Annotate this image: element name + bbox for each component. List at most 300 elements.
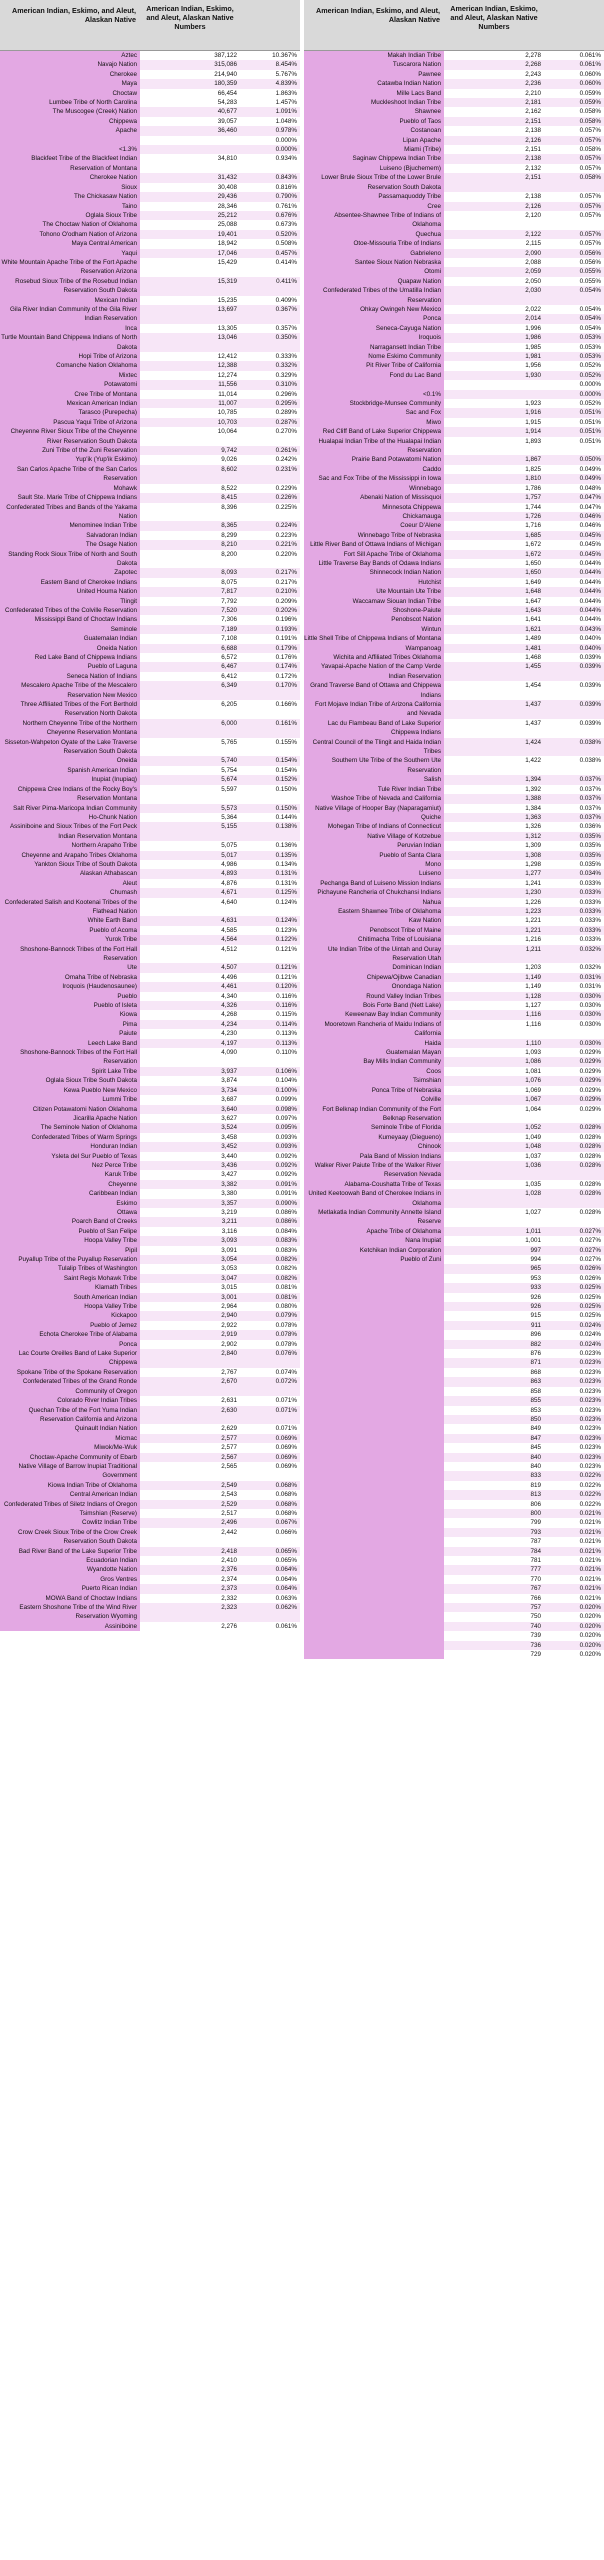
- table-row: [0, 1208, 300, 1217]
- cell-pct: 0.020%: [544, 1641, 604, 1650]
- cell-count: 2,126: [444, 202, 544, 211]
- cell-name: Yup'ik (Yup'ik Eskimo): [0, 455, 140, 464]
- table-row: [0, 1189, 300, 1198]
- table-row: [0, 1490, 300, 1499]
- cell-count: 1,621: [444, 625, 544, 634]
- cell-count: 813: [444, 1490, 544, 1499]
- cell-name: Aleut: [0, 879, 140, 888]
- table-row: [304, 1330, 604, 1339]
- cell-pct: 0.816%: [275, 183, 297, 191]
- cell-name: [304, 1565, 444, 1574]
- cell-pct: 0.026%: [544, 1264, 604, 1273]
- cell-pct: 0.092%: [275, 1152, 297, 1160]
- cell-pct: 0.790%: [240, 192, 300, 201]
- cell-count: 1,981: [444, 352, 544, 361]
- table-row: [304, 785, 604, 794]
- cell-count: 3,054: [140, 1255, 240, 1264]
- cell-pct: 0.031%: [579, 983, 601, 991]
- cell-name: Confederated Tribes of the Colville Reservation: [0, 606, 140, 615]
- cell-pct: 0.053%: [544, 352, 604, 361]
- cell-pct: 0.051%: [579, 437, 601, 445]
- cell-count: 19,401: [140, 230, 240, 239]
- table-row: [304, 935, 604, 944]
- cell-pct: 1.863%: [275, 89, 297, 97]
- table-row: [304, 653, 604, 662]
- cell-name: Pueblo of Zuni: [304, 1255, 444, 1264]
- table-row: [304, 1377, 604, 1386]
- cell-pct: 0.110%: [276, 1049, 297, 1057]
- cell-count: 1,221: [525, 917, 541, 925]
- cell-name: Central Council of the Tlingit and Haida Indian Tribes: [304, 738, 444, 757]
- cell-name: Tarasco (Purepecha): [0, 408, 140, 417]
- cell-count: 1,914: [444, 427, 544, 436]
- table-row: [0, 606, 300, 615]
- cell-name: Standing Rock Sioux Tribe of North and South Dakota: [0, 550, 140, 569]
- cell-name: Confederated Tribes of the Umatilla Indian Reservation: [304, 286, 444, 305]
- table-row: [0, 455, 300, 464]
- cell-pct: 0.068%: [240, 1481, 300, 1490]
- cell-name: Tule River Indian Tribe: [304, 785, 444, 794]
- cell-count: 34,810: [217, 155, 237, 163]
- cell-pct: 0.176%: [275, 654, 297, 661]
- cell-count: 4,090: [221, 1049, 237, 1057]
- cell-pct: 0.210%: [240, 587, 300, 596]
- cell-count: 858: [530, 1387, 541, 1395]
- cell-name: Pawnee: [304, 70, 444, 79]
- cell-name: Ecuadorian Indian: [0, 1556, 140, 1565]
- right-header-count: American Indian, Eskimo, and Aleut, Alaskan Native Numbers: [450, 4, 538, 31]
- cell-name: [304, 1509, 444, 1518]
- cell-count: 4,671: [140, 888, 240, 897]
- cell-name: Salt River Pima-Maricopa Indian Community: [0, 804, 140, 813]
- cell-pct: 0.083%: [240, 1236, 300, 1245]
- cell-pct: 0.409%: [275, 296, 297, 304]
- table-row: [304, 164, 604, 173]
- cell-pct: 0.022%: [579, 1481, 601, 1489]
- cell-name: San Carlos Apache Tribe of the San Carlos Reservation: [0, 465, 140, 484]
- cell-count: [140, 145, 240, 154]
- cell-pct: 0.978%: [240, 126, 300, 135]
- cell-pct: 0.166%: [275, 701, 297, 709]
- table-row: [304, 597, 604, 606]
- cell-name: Fort Sill Apache Tribe of Oklahoma: [304, 550, 444, 559]
- cell-name: Kiowa Indian Tribe of Oklahoma: [0, 1481, 140, 1490]
- cell-pct: 0.242%: [275, 456, 297, 464]
- cell-count: 1,643: [444, 606, 544, 615]
- table-row: [304, 615, 604, 624]
- cell-name: Pueblo of Jemez: [0, 1321, 140, 1330]
- cell-name: Mille Lacs Band: [304, 89, 444, 98]
- cell-count: 1,049: [525, 1133, 541, 1141]
- cell-name: Honduran Indian: [0, 1142, 140, 1151]
- cell-pct: 0.037%: [544, 775, 604, 784]
- cell-count: 1,216: [525, 936, 541, 944]
- cell-name: Muckleshoot Indian Tribe: [304, 98, 444, 107]
- cell-count: 2,577: [140, 1434, 240, 1443]
- table-row: [304, 239, 604, 248]
- cell-pct: 0.172%: [275, 672, 297, 680]
- cell-name: Caribbean Indian: [0, 1189, 140, 1198]
- cell-pct: 0.021%: [579, 1557, 601, 1564]
- cell-name: Oneida: [0, 756, 140, 765]
- cell-name: Ho-Chunk Nation: [0, 813, 140, 822]
- cell-count: 855: [444, 1396, 544, 1405]
- table-row: [304, 832, 604, 841]
- cell-pct: 0.033%: [544, 888, 604, 897]
- cell-pct: 0.020%: [544, 1622, 604, 1631]
- cell-count: 2,577: [221, 1444, 237, 1452]
- cell-count: 1,308: [444, 851, 544, 860]
- cell-name: Ute: [0, 963, 140, 972]
- cell-name: Santee Sioux Nation Nebraska: [304, 258, 444, 267]
- cell-name: Dominican Indian: [304, 963, 444, 972]
- cell-pct: 0.150%: [240, 804, 300, 813]
- cell-name: Seminole Tribe of Florida: [304, 1123, 444, 1132]
- cell-name: Winnebago Tribe of Nebraska: [304, 531, 444, 540]
- cell-count: 8,415: [140, 493, 240, 502]
- cell-name: The Muscogee (Creek) Nation: [0, 107, 140, 116]
- cell-count: 2,517: [221, 1509, 237, 1517]
- cell-pct: 0.055%: [579, 277, 601, 285]
- table-row: [304, 879, 604, 888]
- cell-count: 2,964: [221, 1303, 237, 1311]
- cell-name: Walker River Paiute Tribe of the Walker River Reservation Nevada: [304, 1161, 444, 1180]
- cell-pct: 0.062%: [240, 1603, 300, 1622]
- cell-pct: 0.350%: [240, 333, 300, 352]
- cell-count: 2,631: [221, 1397, 237, 1405]
- table-row: [304, 851, 604, 860]
- cell-pct: 0.037%: [544, 794, 604, 803]
- table-row: [304, 474, 604, 483]
- cell-pct: 0.520%: [240, 230, 300, 239]
- cell-pct: 0.029%: [579, 1086, 601, 1094]
- cell-pct: 4.839%: [240, 79, 300, 88]
- cell-count: 2,922: [221, 1321, 237, 1329]
- cell-name: Mexican Indian: [0, 296, 140, 305]
- table-row: [304, 390, 604, 399]
- table-row: [304, 1481, 604, 1490]
- cell-count: 12,274: [217, 371, 237, 379]
- table-row: [0, 1236, 300, 1245]
- cell-name: [304, 1603, 444, 1612]
- table-row: [0, 258, 300, 277]
- cell-pct: 0.329%: [275, 371, 297, 379]
- table-row: [304, 1227, 604, 1236]
- cell-pct: 1.091%: [240, 107, 300, 116]
- left-header-count: American Indian, Eskimo, and Aleut, Alaskan Native Numbers: [146, 4, 234, 31]
- cell-count: 1,757: [444, 493, 544, 502]
- cell-pct: 0.047%: [544, 493, 604, 502]
- cell-count: 3,458: [221, 1133, 237, 1141]
- table-row: [304, 380, 604, 389]
- table-row: [304, 644, 604, 653]
- cell-pct: 0.023%: [579, 1425, 601, 1433]
- cell-name: Leech Lake Band: [0, 1039, 140, 1048]
- table-row: [0, 1010, 300, 1019]
- table-row: [304, 211, 604, 230]
- table-row: [0, 371, 300, 380]
- table-row: [304, 1462, 604, 1471]
- table-row: [304, 1556, 604, 1565]
- cell-name: [304, 1641, 444, 1650]
- cell-pct: 0.161%: [240, 719, 300, 738]
- cell-count: 3,640: [140, 1105, 240, 1114]
- cell-pct: 0.022%: [579, 1500, 601, 1508]
- table-row: [304, 1086, 604, 1095]
- table-row: [0, 681, 300, 700]
- cell-count: 2,022: [525, 305, 541, 313]
- table-row: [0, 1001, 300, 1010]
- cell-name: Oneida Nation: [0, 644, 140, 653]
- cell-count: 3,015: [221, 1284, 237, 1292]
- cell-pct: 0.056%: [544, 249, 604, 258]
- cell-name: Chippewa Cree Indians of the Rocky Boy's Reservation Montana: [0, 785, 140, 804]
- table-row: [304, 926, 604, 935]
- cell-name: Crow Creek Sioux Tribe of the Crow Creek Reservation South Dakota: [0, 1528, 140, 1547]
- cell-name: Jicarilla Apache Nation: [0, 1114, 140, 1123]
- cell-count: 997: [444, 1246, 544, 1255]
- cell-pct: 0.155%: [275, 738, 297, 746]
- table-row: [304, 1189, 604, 1208]
- table-row: [304, 1396, 604, 1405]
- cell-pct: 0.217%: [275, 578, 297, 586]
- cell-pct: 0.136%: [275, 842, 297, 850]
- cell-pct: 0.054%: [579, 305, 601, 313]
- table-row: [304, 333, 604, 342]
- cell-pct: 0.057%: [579, 127, 601, 135]
- cell-pct: 0.193%: [240, 625, 300, 634]
- table-row: [0, 1603, 300, 1622]
- cell-count: 2,181: [444, 98, 544, 107]
- table-row: [304, 465, 604, 474]
- cell-count: 8,200: [221, 550, 237, 558]
- cell-name: Lummi Tribe: [0, 1095, 140, 1104]
- cell-pct: 0.028%: [544, 1161, 604, 1180]
- cell-pct: 0.039%: [544, 700, 604, 719]
- cell-count: 4,507: [140, 963, 240, 972]
- table-row: [304, 1161, 604, 1180]
- cell-pct: 0.023%: [579, 1368, 601, 1376]
- cell-name: Cheyenne and Arapaho Tribes Oklahoma: [0, 851, 140, 860]
- cell-count: 7,108: [221, 635, 237, 643]
- cell-count: 7,189: [140, 625, 240, 634]
- cell-name: [304, 1424, 444, 1433]
- table-row: [0, 1481, 300, 1490]
- table-row: [0, 296, 300, 305]
- cell-count: 1,081: [525, 1067, 541, 1075]
- table-row: [0, 1264, 300, 1273]
- table-row: [304, 1500, 604, 1509]
- cell-count: 1,650: [444, 568, 544, 577]
- cell-pct: 0.068%: [275, 1491, 297, 1499]
- cell-name: [304, 1415, 444, 1424]
- cell-count: 28,346: [217, 202, 237, 210]
- cell-count: 3,382: [140, 1180, 240, 1189]
- cell-pct: 0.093%: [275, 1133, 297, 1141]
- cell-name: Shoshone-Bannock Tribes of the Fort Hall Reservation: [0, 1048, 140, 1067]
- cell-count: 2,410: [221, 1557, 237, 1564]
- cell-count: 4,585: [221, 926, 237, 934]
- table-row: [304, 136, 604, 145]
- cell-count: 1,241: [525, 879, 541, 887]
- cell-name: Chitimacha Tribe of Louisiana: [304, 935, 444, 944]
- cell-count: 767: [444, 1584, 544, 1593]
- cell-pct: 0.072%: [240, 1377, 300, 1396]
- cell-pct: 0.023%: [544, 1453, 604, 1462]
- table-row: [304, 230, 604, 239]
- cell-name: Native Village of Barrow Inupiat Traditional Government: [0, 1462, 140, 1481]
- cell-pct: 0.068%: [240, 1500, 300, 1509]
- cell-name: [304, 1462, 444, 1471]
- table-row: [304, 982, 604, 991]
- cell-pct: 0.021%: [544, 1565, 604, 1574]
- cell-pct: 0.093%: [240, 1142, 300, 1151]
- cell-name: [0, 136, 140, 145]
- cell-count: 2,151: [525, 146, 541, 154]
- cell-pct: 0.095%: [240, 1123, 300, 1132]
- cell-count: 926: [444, 1302, 544, 1311]
- cell-pct: 0.084%: [275, 1227, 297, 1235]
- cell-pct: 0.154%: [275, 766, 297, 774]
- cell-count: 1,424: [444, 738, 544, 757]
- cell-count: 6,572: [221, 654, 237, 661]
- cell-name: MOWA Band of Choctaw Indians: [0, 1594, 140, 1603]
- cell-pct: 0.064%: [240, 1565, 300, 1574]
- cell-count: 6,000: [140, 719, 240, 738]
- cell-count: [444, 380, 544, 389]
- cell-count: 1,454: [525, 682, 541, 690]
- cell-name: Salish: [304, 775, 444, 784]
- cell-name: Seminole: [0, 625, 140, 634]
- table-row: [0, 361, 300, 370]
- cell-name: Spanish American Indian: [0, 766, 140, 775]
- cell-count: 15,235: [217, 296, 237, 304]
- cell-pct: 0.023%: [579, 1387, 601, 1395]
- cell-name: [304, 1274, 444, 1283]
- cell-name: Navajo Nation: [0, 60, 140, 69]
- cell-count: 3,687: [221, 1096, 237, 1104]
- table-row: [0, 126, 300, 135]
- cell-name: Assiniboine and Sioux Tribes of the Fort Peck Indian Reservation Montana: [0, 822, 140, 841]
- table-row: [0, 1330, 300, 1339]
- cell-name: Hopi Tribe of Arizona: [0, 352, 140, 361]
- cell-name: Oglala Sioux Tribe South Dakota: [0, 1076, 140, 1085]
- cell-name: Guatemalan Indian: [0, 634, 140, 643]
- cell-pct: 0.091%: [240, 1180, 300, 1189]
- table-row: [0, 568, 300, 577]
- table-row: [0, 183, 300, 192]
- cell-pct: 0.048%: [579, 484, 601, 492]
- cell-name: [304, 1368, 444, 1377]
- table-row: [304, 314, 604, 323]
- table-row: [0, 1048, 300, 1067]
- cell-name: Nez Perce Tribe: [0, 1161, 140, 1170]
- cell-pct: 0.044%: [544, 587, 604, 596]
- cell-pct: 0.026%: [579, 1274, 601, 1282]
- cell-count: 2,630: [140, 1406, 240, 1425]
- table-row: [304, 1274, 604, 1283]
- cell-count: 1,388: [444, 794, 544, 803]
- table-row: [0, 756, 300, 765]
- cell-pct: 0.074%: [275, 1368, 297, 1376]
- table-row: [304, 1293, 604, 1302]
- table-row: [304, 258, 604, 267]
- cell-name: Penobscot Nation: [304, 615, 444, 624]
- cell-pct: 0.078%: [275, 1340, 297, 1348]
- cell-name: Sioux: [0, 183, 140, 192]
- cell-name: Bad River Band of the Lake Superior Tribe: [0, 1547, 140, 1556]
- cell-pct: 0.023%: [579, 1444, 601, 1452]
- cell-count: 1,127: [525, 1002, 541, 1010]
- cell-count: 2,132: [525, 164, 541, 172]
- table-row: [304, 1537, 604, 1546]
- cell-count: 1,685: [444, 531, 544, 540]
- cell-pct: 0.357%: [275, 324, 297, 332]
- table-row: [304, 70, 604, 79]
- cell-count: 1,028: [444, 1189, 544, 1208]
- cell-pct: 0.059%: [544, 98, 604, 107]
- cell-name: [304, 1453, 444, 1462]
- cell-pct: 0.058%: [544, 173, 604, 192]
- table-row: [0, 107, 300, 116]
- cell-pct: 0.097%: [275, 1114, 297, 1122]
- table-row: [304, 1255, 604, 1264]
- cell-count: 6,467: [140, 662, 240, 671]
- cell-pct: 0.061%: [275, 1622, 297, 1630]
- cell-pct: 0.029%: [579, 1067, 601, 1075]
- table-row: [0, 963, 300, 972]
- cell-name: Coeur D'Alene: [304, 521, 444, 530]
- cell-count: 66,454: [217, 89, 237, 97]
- cell-name: Ponca Tribe of Nebraska: [304, 1086, 444, 1095]
- cell-count: 12,388: [140, 361, 240, 370]
- cell-count: 11,007: [140, 399, 240, 408]
- cell-count: 1,867: [444, 455, 544, 464]
- cell-count: 1,716: [525, 522, 541, 530]
- cell-name: Klamath Tribes: [0, 1283, 140, 1292]
- cell-count: 387,122: [214, 52, 237, 59]
- table-row: [0, 1039, 300, 1048]
- cell-count: 1,489: [525, 635, 541, 643]
- cell-pct: 0.023%: [579, 1406, 601, 1414]
- cell-name: Colville: [304, 1095, 444, 1104]
- cell-pct: 0.457%: [240, 249, 300, 258]
- cell-name: Mixtec: [0, 371, 140, 380]
- cell-count: 799: [530, 1519, 541, 1527]
- cell-count: 5,674: [140, 775, 240, 784]
- cell-name: [304, 1302, 444, 1311]
- table-row: [0, 484, 300, 493]
- cell-name: Minnesota Chippewa: [304, 503, 444, 512]
- table-row: [304, 1001, 604, 1010]
- cell-count: 3,440: [221, 1152, 237, 1160]
- cell-pct: 0.040%: [579, 635, 601, 643]
- table-row: [0, 672, 300, 681]
- cell-count: 1,036: [444, 1161, 544, 1180]
- cell-count: 1,363: [444, 813, 544, 822]
- table-row: [0, 1302, 300, 1311]
- table-row: [304, 559, 604, 568]
- cell-name: [304, 1500, 444, 1509]
- table-row: [0, 700, 300, 719]
- cell-pct: 0.071%: [275, 1397, 297, 1405]
- table-row: [304, 1321, 604, 1330]
- cell-pct: 0.036%: [579, 823, 601, 831]
- table-row: [0, 493, 300, 502]
- cell-name: Nahua: [304, 898, 444, 907]
- cell-count: 1,086: [444, 1057, 544, 1066]
- cell-count: 1,394: [444, 775, 544, 784]
